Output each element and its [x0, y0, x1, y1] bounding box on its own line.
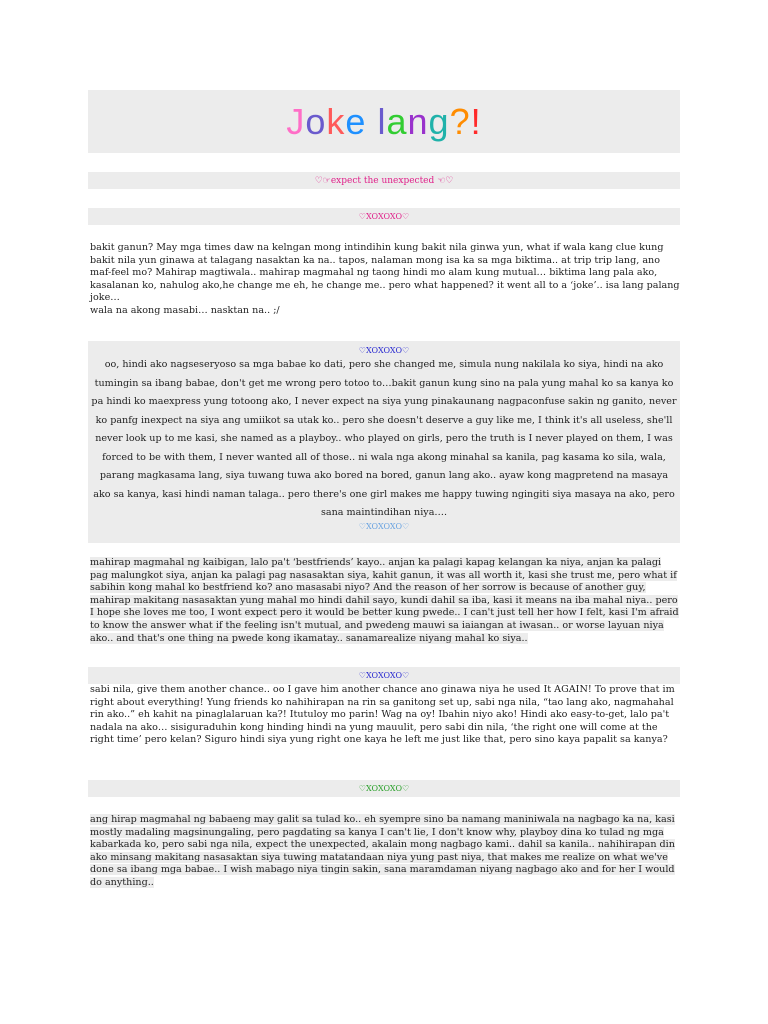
- title-banner: [88, 90, 680, 153]
- divider-bar: [88, 780, 680, 797]
- divider-label: ♡XOXOXO♡: [358, 346, 410, 355]
- paragraph-4: [90, 684, 680, 747]
- paragraph-3: [90, 557, 680, 645]
- paragraph-text: mahirap magmahal ng kaibigan, lalo pa't ‘bestfriends’ kayo.. anjan ka palagi kapag kelangan ka niya, anjan ka palagi pag malungkot siya, anjan ka palagi pag nasasaktan siya, kahit ganun, it was all worth it, kasi she trust me, pero what if sabihin kong mahal ko bestfriend ko? ano masasabi niyo? And the reason of her sorrow is because of another guy, mahirap makitang nasasaktan yung mahal mo hindi dahil sayo, kundi dahil sa iba, kasi it means na iba mahal niya.. pero I hope she loves me too, I wont expect pero it would be better kung pwede.. I can't just tell her how I felt, kasi I'm afraid to know the answer what if the feeling isn't mutual, and pwedeng mauwi sa iaiangan at iwasan.. or worse layuan niya ako.. and that's one thing na pwede kong ikamatay.. sanamarealize niyang mahal ko siya..: [90, 557, 679, 644]
- title-letter: n: [407, 100, 429, 142]
- title-letter: [366, 104, 377, 140]
- paragraph-text: sabi nila, give them another chance.. oo I gave him another chance ano ginawa niya he used It AGAIN! To prove that im right about everything! Yung friends ko nahihirapan na rin sa ganitong set up, sabi nga nila, “tao lang ako, nagmahahal rin ako..” eh kahit na pinaglalaruan ka?! Itutuloy mo parin! Wag na oy! Ibahin niyo ako! Hindi ako easy-to-get, lalo pa't nadala na ako… sisiguraduhin kong hinding hindi na yung mauulit, pero sabi din nila, ‘the right one will come at the right time’ pero kelan? Siguro hindi siya yung right one kaya he left me just like that, pero sino kaya papalit sa kanya?: [90, 684, 675, 746]
- divider-bar: [88, 208, 680, 225]
- title-letter: g: [428, 100, 450, 142]
- paragraph-text: ang hirap magmahal ng babaeng may galit sa tulad ko.. eh syempre sino ba namang maniniwala na nagbago ka na, kasi mostly madaling magsinungaling, pero pagdating sa kanya I can't lie, I don't know why, playboy dina ko tulad ng mga kabarkada ko, pero sabi nga nila, expect the unexpected, akalain mong nagbago kami.. dahil sa kanila.. nahihirapan din ako minsang makitang nasasaktan siya tuwing matatandaan niya yung past niya, that makes me realize on what we've done sa ibang mga babae.. I wish mabago niya tingin sakin, sana maramdaman niyang nagbago ako and for her I would do anything..: [90, 814, 675, 888]
- tagline-bar: [88, 172, 680, 189]
- title-letter: !: [470, 100, 482, 142]
- paragraph-text: wala na akong masabi… nasktan na.. ;/: [90, 304, 280, 316]
- paragraph-5: [90, 814, 680, 890]
- title-letter: l: [377, 100, 387, 142]
- title-letter: e: [345, 100, 367, 142]
- paragraph-2: oo, hindi ako nagseseryoso sa mga babae ko dati, pero she changed me, simula nung nakilala ko siya, hindi na ako tumingin sa ibang babae, don't get me wrong pero totoo to…bakit ganun kung sino na pala yung mahal ko sa kanya ko pa hindi ko maexpress yung totoong ako, I never expect na siya yung pinakaunang nagpaconfuse sakin ng ganito, never ko panfg inexpect na siya ang umiikot sa utak ko.. pero she doesn't deserve a guy like me, I think it's all useless, she'll never look up to me kasi, she named as a playboy.. who played on girls, pero the truth is I never played on them, I was forced to be with them, I never wanted all of those.. ni wala nga akong minahal sa kanila, pag kasama ko sila, wala, parang magkasama lang, siya tuwang tuwa ako bored na bored, ganun lang ako.. ayaw kong magpretend na masaya ako sa kanya, kasi hindi naman talaga.. pero there's one girl makes me happy tuwing ngingiti siya masaya na ako, pero sana maintindihan niya….: [91, 359, 677, 518]
- divider-label: ♡XOXOXO♡: [358, 521, 410, 531]
- divider-label: ♡XOXOXO♡: [358, 212, 410, 221]
- divider-bar: [88, 667, 680, 684]
- paragraph-1: [90, 242, 680, 318]
- centered-block: [88, 341, 680, 543]
- title-letter: k: [326, 100, 346, 142]
- title-letter: o: [305, 100, 327, 142]
- title-letter: a: [386, 100, 408, 142]
- title-letter: J: [286, 100, 306, 142]
- tagline: ♡☞expect the unexpected ☜♡: [314, 175, 454, 186]
- page-title: [286, 100, 482, 142]
- divider-label: ♡XOXOXO♡: [358, 784, 410, 793]
- paragraph-text: bakit ganun? May mga times daw na kelngan mong intindihin kung bakit nila ginwa yun, what if wala kang clue kung bakit nila yun ginawa at talagang nasaktan ka na.. tapos, nalaman mong isa ka sa mga biktima.. at trip trip lang, ano maf-feel mo? Mahirap magtiwala.. mahirap magmahal ng taong hindi mo alam kung mutual… biktima lang pala ako, kasalanan ko, nahulog ako,he change me eh, he change me.. pero what happened? it went all to a ‘joke’.. isa lang palang joke…: [90, 242, 680, 304]
- divider-label: ♡XOXOXO♡: [358, 671, 410, 680]
- title-letter: ?: [449, 100, 471, 142]
